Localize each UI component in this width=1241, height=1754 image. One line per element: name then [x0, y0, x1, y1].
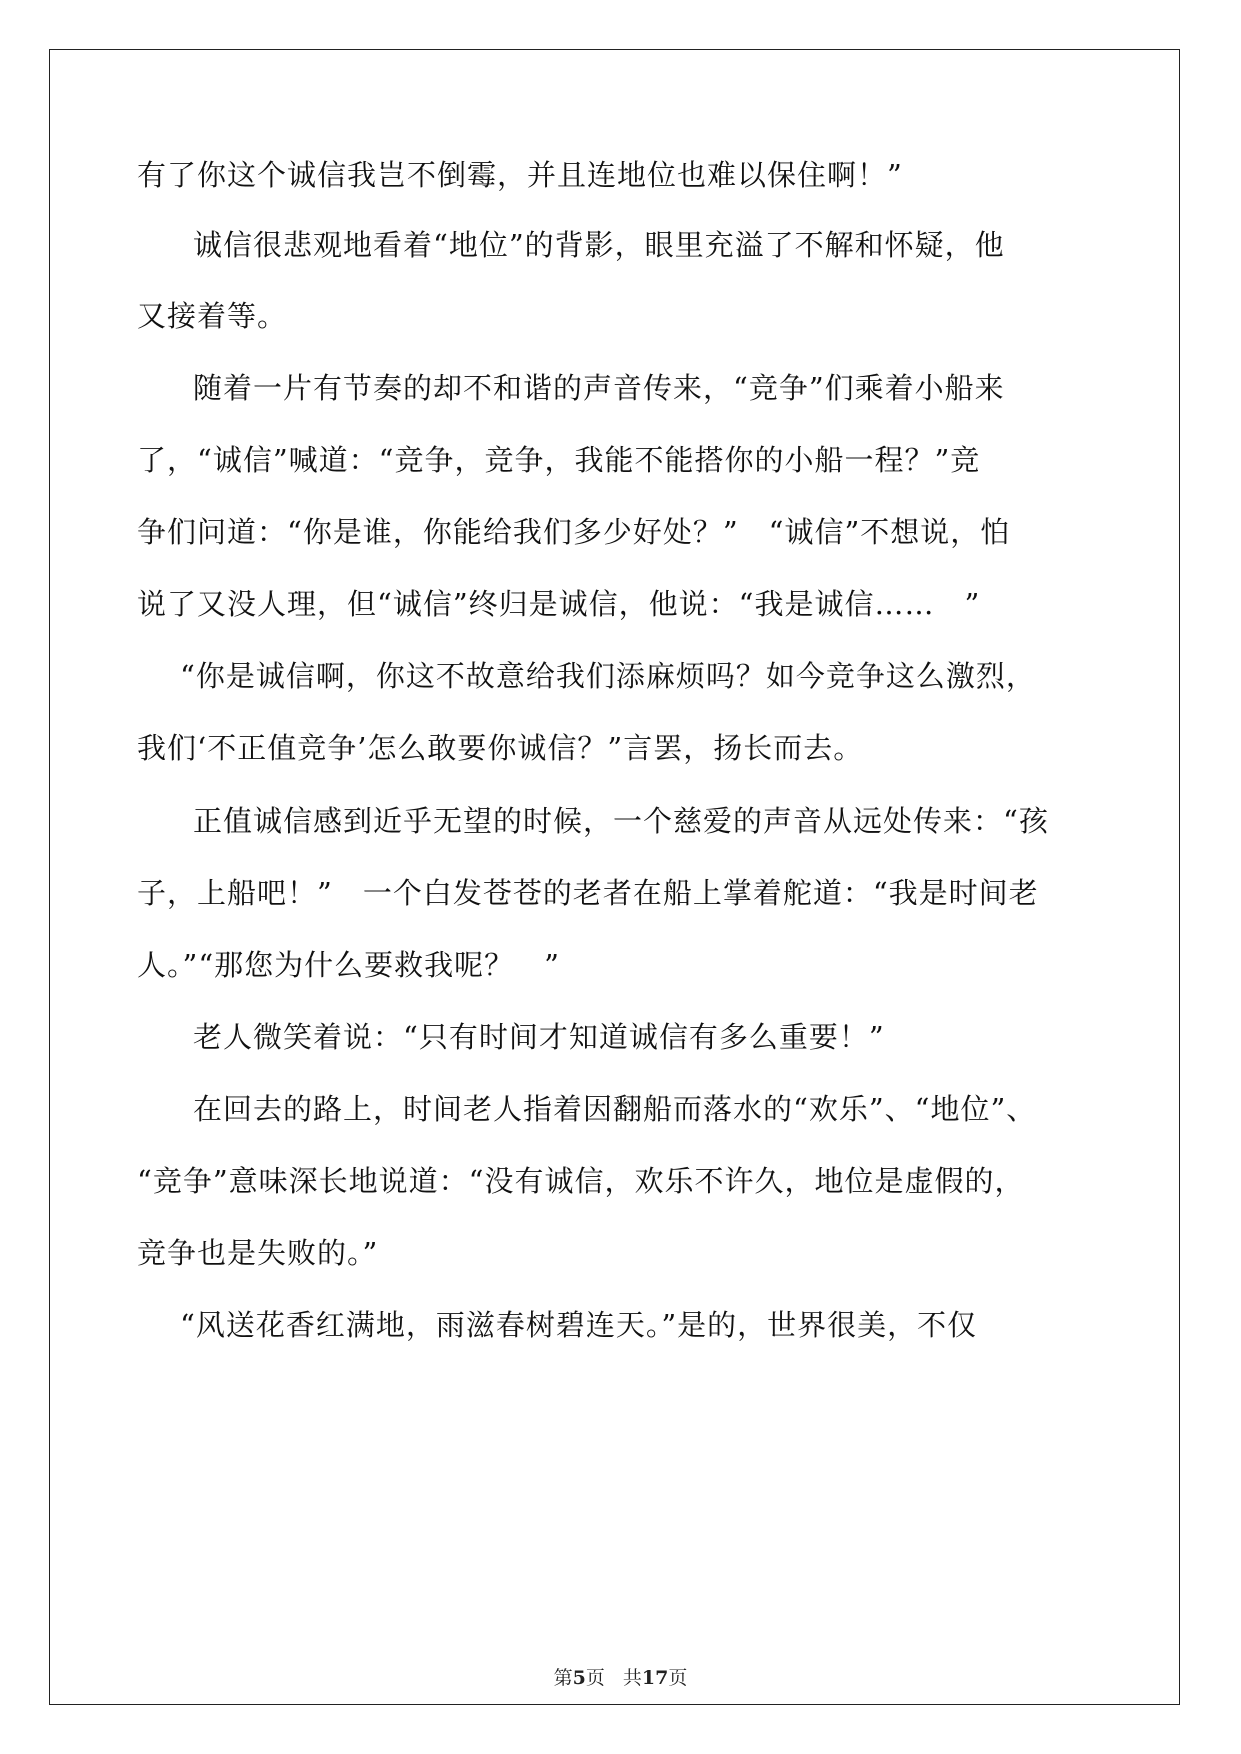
text-line: 正值诚信感到近乎无望的时候，一个慈爱的声音从远处传来：“孩 [193, 804, 1049, 838]
text-line: 又接着等。 [137, 299, 288, 333]
text-line: 子，上船吧！” 一个白发苍苍的老者在船上掌着舵道：“我是时间老 [137, 876, 1039, 910]
text-line: 人。”“那您为什么要救我呢？ ” [137, 948, 560, 982]
text-line: 争们问道：“你是谁，你能给我们多少好处？” “诚信”不想说，怕 [137, 515, 1011, 549]
text-line: 我们‘不正值竞争’怎么敢要你诚信？”言罢，扬长而去。 [137, 731, 864, 765]
text-line: 诚信很悲观地看着“地位”的背影，眼里充溢了不解和怀疑，他 [193, 228, 1005, 262]
text-line: “风送花香红满地，雨滋春树碧连天。”是的，世界很美，不仅 [180, 1308, 978, 1342]
text-line: 在回去的路上，时间老人指着因翻船而落水的“欢乐”、“地位”、 [193, 1092, 1037, 1126]
total-prefix: 共 [622, 1667, 642, 1689]
page-suffix: 页 [585, 1667, 605, 1689]
text-line: 了，“诚信”喊道：“竞争，竞争，我能不能搭你的小船一程？”竞 [137, 443, 981, 477]
text-line: 说了又没人理，但“诚信”终归是诚信，他说：“我是诚信…… ” [137, 587, 981, 621]
text-line: “竞争”意味深长地说道：“没有诚信，欢乐不许久，地位是虚假的， [137, 1164, 1025, 1198]
text-line: 有了你这个诚信我岂不倒霉，并且连地位也难以保住啊！” [137, 158, 903, 192]
page-number: 5 [572, 1667, 586, 1689]
total-suffix: 页 [668, 1667, 688, 1689]
text-line: “你是诚信啊，你这不故意给我们添麻烦吗？如今竞争这么激烈， [180, 659, 1036, 693]
page-footer [0, 1666, 1241, 1690]
page-prefix: 第 [553, 1667, 573, 1689]
text-line: 随着一片有节奏的却不和谐的声音传来，“竞争”们乘着小船来 [193, 371, 1005, 405]
total-pages: 17 [641, 1667, 669, 1689]
text-line: 竞争也是失败的。” [137, 1236, 379, 1270]
text-line: 老人微笑着说：“只有时间才知道诚信有多么重要！” [193, 1020, 885, 1054]
